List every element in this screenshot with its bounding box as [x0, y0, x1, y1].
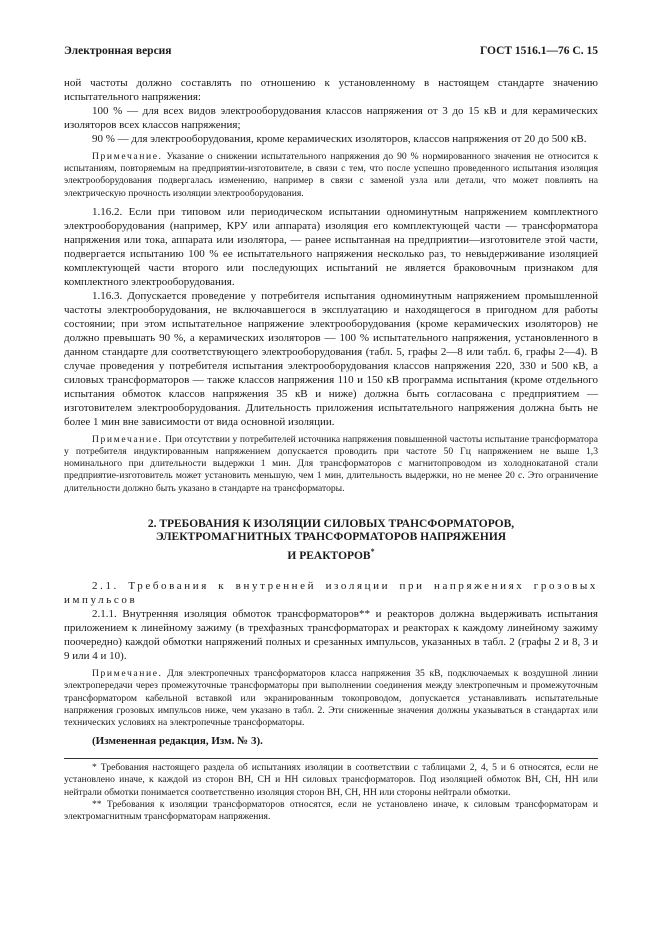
heading-line: 2. ТРЕБОВАНИЯ К ИЗОЛЯЦИИ СИЛОВЫХ ТРАНСФОРМАТОРОВ,: [147, 517, 515, 530]
footnote-divider: [64, 758, 598, 759]
paragraph: 1.16.2. Если при типовом или периодическом испытании одноминутным напряжением комплектного электрооборудования (например, КРУ или аппарата) изоляция его комплектующей части — трансформатора напряжения или тока, аппарата или изолятора, — ранее испытанная на предприятии—изготовителе этой части, подвергается испытанию 100 % ее испытательного напряжения несколько раз, то невыдерживание изоляцией комплектующей части второго или последующих испытаний не является браковочным признаком для комплектного электрооборудования.: [64, 205, 598, 288]
section-heading: [64, 518, 598, 563]
note-label: Примечание.: [92, 151, 163, 162]
heading-line: ЭЛЕКТРОМАГНИТНЫХ ТРАНСФОРМАТОРОВ НАПРЯЖЕНИЯ: [155, 531, 507, 544]
note: [64, 434, 598, 495]
footnote: ** Требования к изоляции трансформаторов относятся, если не установлено иначе, к силовым трансформаторам и электромагнитным трансформаторам напряжения.: [64, 798, 598, 822]
footnote-mark: *: [370, 546, 375, 556]
paragraph: 90 % — для электрооборудования, кроме керамических изоляторов, классов напряжения от 20 до 500 кВ.: [92, 133, 587, 145]
paragraph: 1.16.3. Допускается проведение у потребителя испытания одноминутным напряжением промышленной частоты электрооборудования, не включавшегося в эксплуатацию и находящегося в пригодном для работы состоянии; при этом испытательное напряжение электрооборудования (кроме керамических изоляторов) не должно превышать 90 %, а керамических изоляторов — 100 % испытательного напряжения, установленного в данном стандарте для соответствующего электрооборудования (табл. 5, графы 2—8 или табл. 6, графы 2—4). В случае проведения у потребителя испытания электрооборудования классов напряжения 220, 330 и 500 кВ, а силовых трансформаторов — также классов напряжения 110 и 150 кВ программа испытания (кроме отдельного испытания обмоток классов напряжения 35 кВ и ниже) должна быть согласована с предприятием — изготовителем электрооборудования. Длительность приложения испытательного напряжения должна быть не более 1 мин вне зависимости от вида основной изоляции.: [64, 289, 598, 428]
note-label: Примечание.: [92, 668, 163, 680]
note-text: Для электропечных трансформаторов класса напряжения 35 кВ, подключаемых к воздушной линии электропередачи через промежуточные трансформаторы при выполнении соединения между электропечным и промежуточным трансформатором кабельной вставкой или экранированным токопроводом, допускается устанавливать испытательные напряжения грозовых импульсов ниже, чем указано в табл. 2. Эти сниженные значения должны указываться в стандартах или технических условиях на электропечные трансформаторы.: [64, 668, 598, 728]
note-text: При отсутствии у потребителей источника напряжения повышенной частоты испытание трансформатора у потребителя индуктированным напряжением допускается проводить при частоте 50 Гц напряжением не выше 1,3 номинального при длительности выдержки 1 мин. Для трансформаторов с магнитопроводом из холоднокатаной стали предприятие-изготовитель может установить меньшую, чем 1 мин, длительность выдержки, но не менее 20 с. Это ограничение длительности должно быть указано в стандарте на трансформаторы.: [64, 433, 598, 494]
page-content: [64, 76, 598, 823]
header-right: ГОСТ 1516.1—76 С. 15: [479, 45, 598, 57]
page-header: [64, 45, 598, 57]
subsection-title: 2.1. Требования к внутренней изоляции при напряжениях грозовых импульсов: [64, 580, 598, 607]
paragraph: ной частоты должно составлять по отношению к установленному в настоящем стандарте значению испытательного напряжения:: [64, 77, 598, 103]
note: [64, 151, 598, 200]
paragraph: 2.1.1. Внутренняя изоляция обмоток трансформаторов** и реакторов должна выдерживать испытания приложением к линейному зажиму (в трехфазных трансформаторах и реакторах к каждому линейному зажиму поочередно) каждой обмотки напряжений полных и срезанных импульсов, указанных в табл. 2 (графы 2 и 8, 3 и 9 или 4 и 10).: [64, 608, 598, 663]
paragraph: 100 % — для всех видов электрооборудования классов напряжения от 3 до 15 кВ и для керамических изоляторов всех классов напряжения;: [64, 105, 598, 131]
note-text: Указание о снижении испытательного напряжения до 90 % нормированного значения не относится к испытаниям, повторяемым на предприятии-изготовителе, в связи с тем, что после успешно проведенного испытания изоляция электрооборудования подвергалась изменению, например в связи с заменой узла или детали, что может повлиять на электрическую прочность изоляции электрооборудования.: [64, 151, 598, 199]
footnote: * Требования настоящего раздела об испытаниях изоляции в соответствии с таблицами 2, 4, 5 и 6 относятся, если не установлено иначе, к каждой из сторон ВН, СН и НН силовых трансформаторов. Под изоляцией обмоток ВН, СН, НН или нейтрали обмотки понимается соответственно изоляция сторон ВН, СН, НН или стороны нейтрали обмотки.: [64, 762, 598, 798]
header-left: Электронная версия: [64, 45, 172, 57]
heading-line: И РЕАКТОРОВ*: [287, 546, 375, 562]
note-label: Примечание.: [92, 433, 163, 445]
amendment-note: (Измененная редакция, Изм. № 3).: [92, 735, 263, 748]
note: [64, 668, 598, 729]
